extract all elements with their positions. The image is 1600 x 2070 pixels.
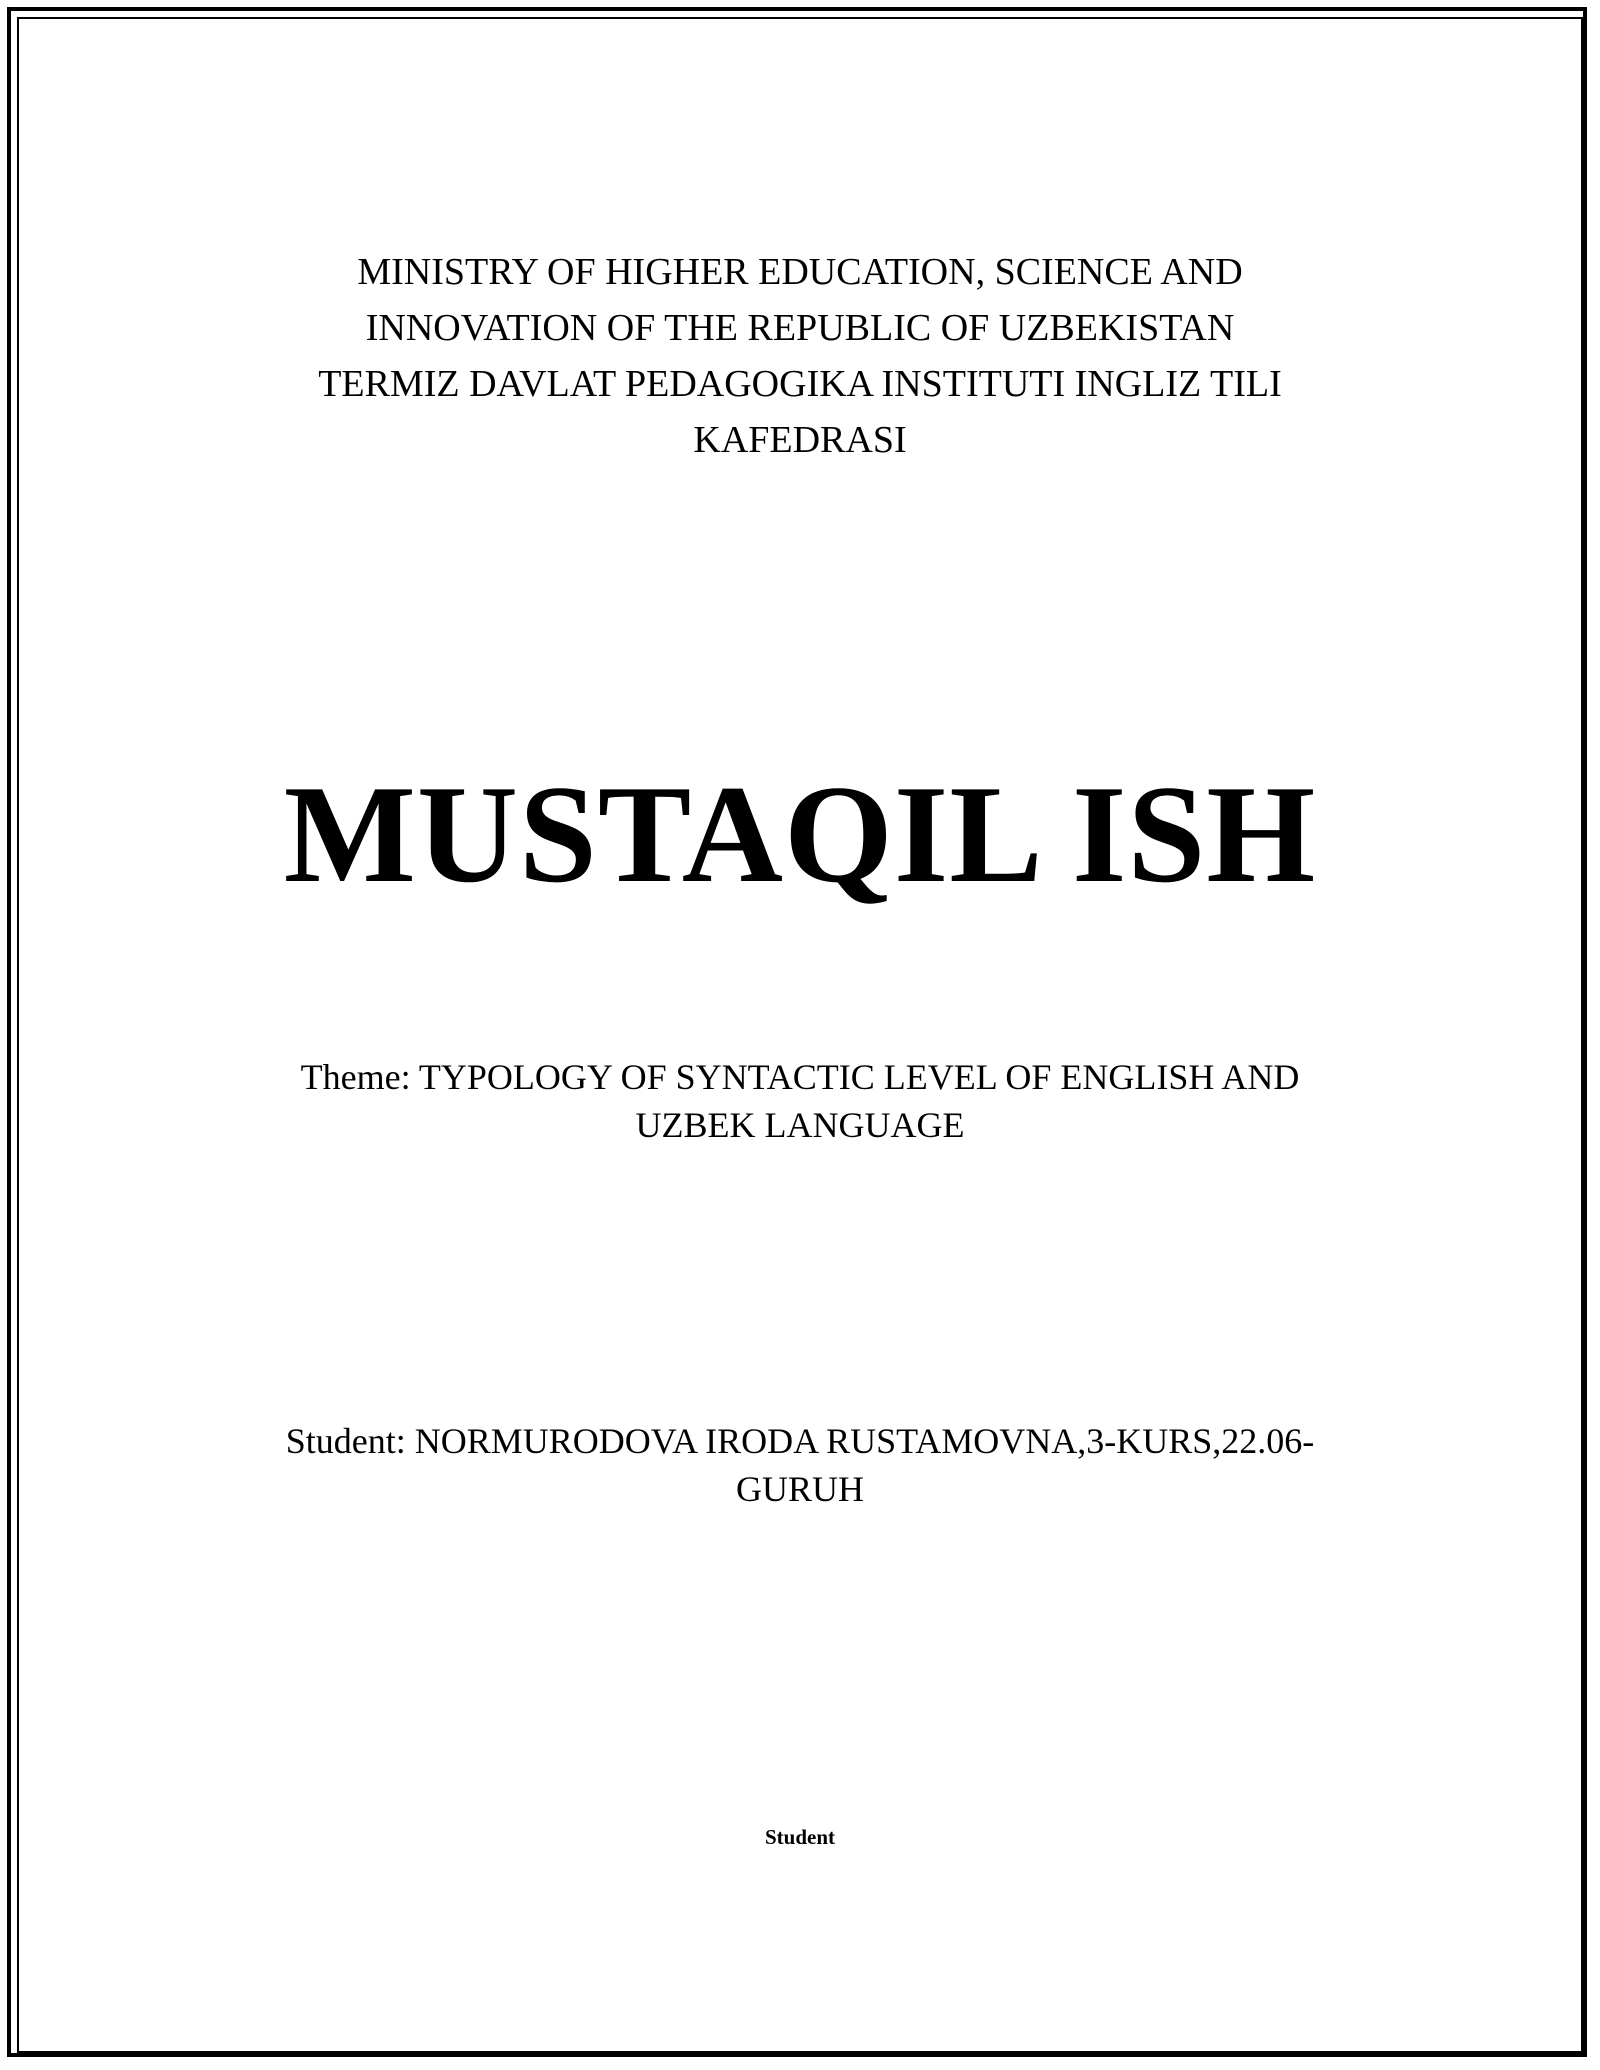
student-footer-label: Student [764,1825,836,1849]
student-block [0,1417,1600,1513]
institution-header [0,244,1600,468]
header-line-department: KAFEDRASI [693,419,907,461]
theme-line-2: UZBEK LANGUAGE [635,1105,965,1145]
header-line-institute: TERMIZ DAVLAT PEDAGOGIKA INSTITUTI INGLIZ TILI [318,363,1282,405]
header-line-ministry: MINISTRY OF HIGHER EDUCATION, SCIENCE AND [357,251,1243,293]
document-title: MUSTAQIL ISH [283,757,1317,912]
header-line-republic: INNOVATION OF THE REPUBLIC OF UZBEKISTAN [365,307,1235,349]
theme-line-1: Theme: TYPOLOGY OF SYNTACTIC LEVEL OF ENGLISH AND [300,1057,1300,1097]
theme-block [0,1053,1600,1149]
student-line-1: Student: NORMURODOVA IRODA RUSTAMOVNA,3-KURS,22.06- [285,1421,1315,1461]
student-line-2: GURUH [735,1469,864,1509]
